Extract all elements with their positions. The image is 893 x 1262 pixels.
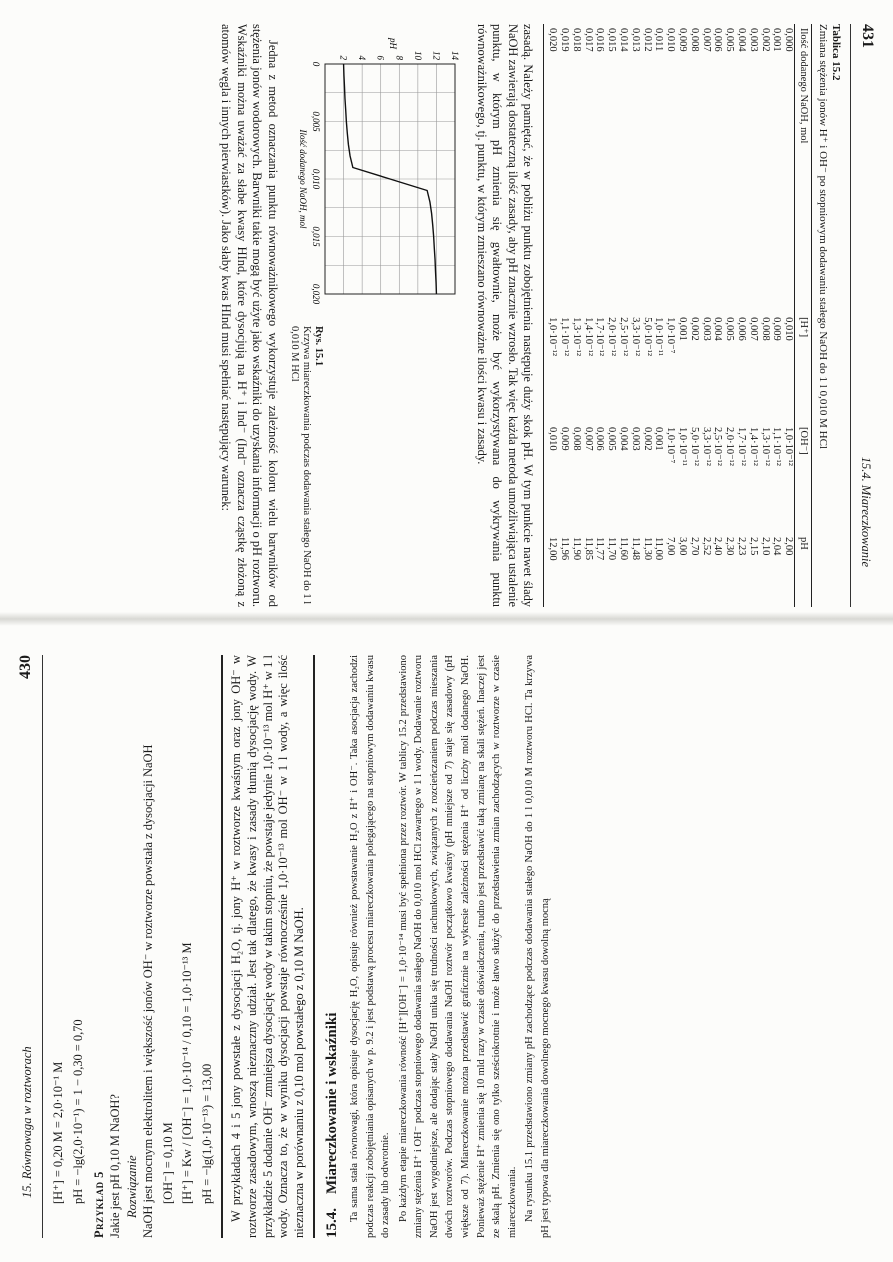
table-row (747, 24, 759, 607)
table-cell: 0,001 (771, 28, 783, 52)
example-label: Przykład 5 (92, 1171, 107, 1238)
table-cell: 0,006 (594, 427, 606, 451)
table-row (570, 24, 582, 607)
table-cell: 0,003 (700, 317, 712, 341)
y-tick-label: 8 (394, 55, 405, 60)
paragraph: zasadą. Należy pamiętać, że w pobliżu punktu zobojętnienia następuje duży skok pH. W tym punkcie nawet ślady NaOH zawierają dostateczną ilość zasady, aby pH znacznie wzrosło. Tak więc każda metoda umożliwiająca ustalenie punktu, w którym pH zmienia się gwałtownie, może być wykorzystywana do wykrywania punktu równoważnikowego, tj. punktu, w którym zmieszano równoważne ilości kwasu i zasady. (474, 24, 536, 607)
table-cell: 5,0·10⁻¹² (641, 317, 653, 357)
table-cell: 1,0·10⁻¹¹ (653, 317, 665, 357)
table-cell: 0,005 (724, 317, 736, 341)
table-cell: 2,04 (771, 536, 783, 556)
table-cell: 0,018 (570, 28, 582, 52)
table-cell: 2,40 (712, 536, 724, 556)
table-body (544, 24, 795, 607)
table-cell: 0,014 (618, 28, 630, 52)
table-cell: 1,0·10⁻¹² (544, 313, 558, 423)
table-cell: 1,3·10⁻¹² (759, 427, 771, 466)
table-cell: 1,0·10⁻¹² (783, 427, 795, 466)
table-cell: 0,009 (771, 317, 783, 341)
table-cell: 2,5·10⁻¹² (618, 317, 630, 357)
data-table (543, 24, 812, 607)
table-cell: 0,007 (700, 28, 712, 52)
table-cell: 2,52 (700, 536, 712, 556)
table-cell: 11,85 (582, 536, 594, 561)
table-row (629, 24, 641, 607)
table-cell: 1,4·10⁻¹² (582, 317, 594, 357)
table-cell: 0,005 (724, 28, 736, 52)
table-caption (816, 24, 842, 607)
table-cell: 1,1·10⁻¹² (559, 317, 571, 357)
table-cell: 0,004 (736, 28, 748, 52)
table-cell: 11,77 (594, 536, 606, 561)
table-cell: 0,001 (677, 317, 689, 341)
paragraph: W przykładach 4 i 5 jony powstałe z dysocjacji H₂O, tj. jony H⁺ w roztworze kwaśnym oraz jony OH⁻ w roztworze zasadowym, wnoszą nieznaczny udział. Jest tak dlatego, że kwasy i zasady tłumią dysocjację wody. W przykładzie 5 dodanie OH⁻ zmniejsza dysocjację wody w takim stopniu, że powstaje jedynie 1,0·10⁻¹³ mol H⁺ w 1 l wody. Oznacza to, że w wyniku dysocjacji powstaje równocześnie 1,0·10⁻¹³ mol OH⁻ w 1 l wody, a więc ilość nieznaczna w porównaniu z 0,10 mol powstałego z 0,10 M NaOH. (229, 655, 306, 1238)
x-axis-label: Ilość dodanego NaOH, mol (298, 129, 309, 229)
table-row (594, 24, 606, 607)
table-label: Tablica 15.2 (830, 24, 842, 81)
table-cell: 5,0·10⁻¹² (688, 427, 700, 466)
table-cell: 1,0·10⁻⁷ (665, 317, 677, 354)
table-row (676, 24, 688, 607)
table-cell: 2,5·10⁻¹² (712, 427, 724, 466)
table-cell: 2,10 (759, 536, 771, 556)
table-cell: 0,017 (582, 28, 594, 52)
table-cell: 2,0·10⁻¹² (606, 317, 618, 357)
example-question: Jakie jest pH 0,10 M NaOH? (107, 1094, 122, 1238)
table-cell: 3,3·10⁻¹² (700, 427, 712, 466)
table-cell: 0,009 (559, 427, 571, 451)
y-tick-label: 4 (357, 55, 368, 60)
table-cell: 11,30 (641, 536, 653, 561)
equation: [H⁺] = 0,20 M = 2,0·10⁻¹ M (51, 1061, 65, 1204)
table-cell: 0,011 (653, 28, 665, 52)
table-cell: 0,010 (783, 317, 795, 341)
table-cell: 11,60 (618, 536, 630, 561)
table-cell: 3,3·10⁻¹² (629, 317, 641, 357)
running-head: 15.4. Miareczkowanie (859, 456, 873, 567)
table-cell: 1,7·10⁻¹² (736, 427, 748, 466)
y-tick-label: 2 (338, 55, 349, 60)
table-cell: 2,70 (688, 536, 700, 556)
y-tick-label: 14 (450, 51, 461, 60)
table-cell: 11,70 (606, 536, 618, 561)
table-cell: 0,008 (570, 427, 582, 451)
equation: [H⁺] = Kw / [OH⁻] = 1,0·10⁻¹⁴ / 0,10 = 1,0·10⁻¹³ M (180, 942, 195, 1204)
table-cell: 1,7·10⁻¹² (594, 317, 606, 357)
table-cell: 0,007 (747, 317, 759, 341)
table-row (723, 24, 735, 607)
table-cell: 0,010 (544, 423, 558, 533)
table-cell: 1,0·10⁻¹¹ (677, 427, 689, 466)
section-heading (325, 655, 341, 1238)
equation: pH = −lg(2,0·10⁻¹) = 1 − 0,30 = 0,70 (70, 1019, 85, 1204)
table-cell: 0,020 (544, 24, 558, 313)
section-number: 15.4. (324, 1208, 341, 1238)
table-row (653, 24, 665, 607)
table-cell: 0,010 (665, 28, 677, 52)
y-tick-label: 12 (431, 51, 442, 60)
table-cell: 1,1·10⁻¹² (771, 427, 783, 466)
page-430 (0, 631, 893, 1262)
table-cell: 0,019 (559, 28, 571, 52)
table-cell: 0,002 (641, 427, 653, 451)
book-gutter (0, 612, 893, 626)
table-row (712, 24, 724, 607)
table-cell: 11,96 (559, 536, 571, 561)
equation: pH = −lg(1,0·10⁻¹³) = 13,00 (199, 1063, 214, 1204)
solution-label: Rozwiązanie (125, 1155, 140, 1218)
table-cell: 0,003 (747, 28, 759, 52)
figure-caption: Krzywa miareczkowania podczas dodawania stałego NaOH do 1 l 0,010 M HCl (289, 326, 313, 605)
paragraph: Na rysunku 15.1 przedstawiono zmiany pH zachodzące podczas dodawania stałego NaOH do 1 l 0,010 M roztworu HCl. Ta krzywa pH jest typowa dla miareczkowania dowolnego mocnego kwasu dowolną mocną (524, 655, 552, 1238)
table-cell: 2,23 (736, 536, 748, 556)
rule (221, 655, 223, 1238)
table-cell: 11,00 (653, 536, 665, 561)
paragraph: Jedna z metod oznaczania punktu równoważnikowego wykorzystuje zależność koloru wielu barwników od stężenia jonów wodorowych. Barwniki takie mogą być użyte jako wskaźniki do uzyskania informacji o pH roztworu. Wskaźniki można uważać za słabe kwasy HInd, które dysocjują na H⁺ i Ind⁻ (Ind⁻ oznacza cząstkę złożoną z atomów węgla i innych pierwiastków). Jako słaby kwas HInd musi spełniać następujący warunek: (219, 24, 281, 607)
page-number: 431 (859, 24, 876, 48)
table-cell: 7,00 (665, 536, 677, 556)
table-cell: 1,4·10⁻¹² (747, 427, 759, 466)
table-row (605, 24, 617, 607)
table-header: [OH⁻] (795, 423, 812, 533)
x-tick-label: 0,005 (311, 111, 322, 132)
table-cell: 2,15 (747, 536, 759, 556)
table-cell: 0,009 (677, 28, 689, 52)
section-title: Miareczkowanie i wskaźniki (324, 1012, 341, 1194)
x-tick-label: 0,010 (311, 168, 322, 190)
table-header: Ilość dodanego NaOH, mol (795, 24, 812, 313)
table-cell: 0,003 (629, 427, 641, 451)
table-cell: 11,48 (629, 536, 641, 561)
rule (313, 655, 315, 1238)
x-tick-label: 0,015 (311, 226, 322, 247)
table-cell: 1,0·10⁻⁷ (665, 427, 677, 464)
table-row (558, 24, 570, 607)
x-tick-label: 0 (311, 61, 322, 67)
equation: [OH⁻] = 0,10 M (160, 1122, 175, 1204)
table-cell: 0,008 (688, 28, 700, 52)
table-cell: 0,004 (712, 317, 724, 341)
table-cell: 12,00 (544, 533, 558, 607)
paragraph: Po każdym etapie miareczkowania równość [H⁺][OH⁻] = 1,0·10⁻¹⁴ musi być spełniona przez roztwór. W tablicy 15.2 przedstawiono zmiany stężenia H⁺ i OH⁻ podczas stopniowego dodawania stałego NaOH do 0,010 mol HCl zawartego w 1 l wody. Dodawanie roztworu NaOH jest wygodniejsze, ale dodając stały NaOH unika się trudności rachunkowych, związanych z rozcieńczaniem podczas mieszania dwóch roztworów. Podczas stopniowego dodawania NaOH roztwór początkowo kwaśny (pH mniejsze od 7) staje się zasadowy (pH większe od 7). Miareczkowanie można przedstawić graficznie na wykresie zależności stężenia H⁺ od liczby moli dodanego NaOH. Ponieważ stężenie H⁺ zmienia się 10 mld razy w czasie doświadczenia, trudno jest przedstawić taką zmianę na skali stężeń. Inaczej jest ze skalą pH. Zmienia się ono tylko sześciokrotnie i może łatwo służyć do przedstawienia zmian zachodzących w roztworze w czasie miareczkowania. (397, 655, 518, 1238)
paragraph: Ta sama stała równowagi, która opisuje dysocjację H₂O, opisuje również powstawanie H₂O z H⁺ i OH⁻. Taka asocjacja zachodzi podczas reakcji zobojętniania opisanych w p. 9.2 i jest podstawą procesu miareczkowania polegającego na stopniowym dodawaniu kwasu do zasady lub odwrotnie. (348, 655, 392, 1238)
table-row (664, 24, 676, 607)
table-cell: 0,015 (606, 28, 618, 52)
table-cell: 0,013 (629, 28, 641, 52)
table-cell: 3,00 (677, 536, 689, 556)
table-cell: 0,002 (759, 28, 771, 52)
table-row (735, 24, 747, 607)
table-cell: 0,001 (653, 427, 665, 451)
table-cell: 2,0·10⁻¹² (724, 427, 736, 466)
table-cell: 0,016 (594, 28, 606, 52)
table-row (688, 24, 700, 607)
table-cell: 1,3·10⁻¹² (570, 317, 582, 357)
table-cell: 0,012 (641, 28, 653, 52)
table-cell: 2,00 (783, 536, 795, 556)
x-tick-label: 0,020 (311, 283, 322, 305)
table-row (700, 24, 712, 607)
solution-text: NaOH jest mocnym elektrolitem i większość jonów OH⁻ w roztworze powstała z dysocjacji NaOH (140, 744, 155, 1238)
table-cell: 0,005 (606, 427, 618, 451)
figure-label: Rys. 15.1 (313, 326, 325, 367)
table-row (771, 24, 783, 607)
table-row (582, 24, 594, 607)
table-cell: 0,006 (736, 317, 748, 341)
table-header: [H⁺] (795, 313, 812, 423)
page-header (18, 655, 43, 1238)
table-caption-text: Zmiana stężenia jonów H⁺ i OH⁻ po stopniowym dodawaniu stałego NaOH do 1 l 0,010 M HCl (817, 24, 829, 449)
table-row (641, 24, 653, 607)
y-tick-label: 10 (412, 51, 423, 60)
table-cell: 0,007 (582, 427, 594, 451)
table-cell: 11,90 (570, 536, 582, 561)
table-cell: 0,002 (688, 317, 700, 341)
table-cell: 2,30 (724, 536, 736, 556)
table-row (759, 24, 771, 607)
table-row (617, 24, 629, 607)
table-row (544, 24, 558, 607)
table-cell: 0,006 (712, 28, 724, 52)
y-axis-label: pH (388, 38, 399, 49)
table-cell: 0,004 (618, 427, 630, 451)
page-header (850, 24, 875, 607)
running-head: 15. Równowaga w roztworach (20, 1046, 34, 1198)
titration-chart (288, 24, 463, 314)
page-number: 430 (17, 655, 34, 679)
table-cell: 0,000 (783, 28, 795, 52)
y-tick-label: 6 (375, 55, 386, 60)
figure (288, 24, 463, 607)
table-cell: 0,008 (759, 317, 771, 341)
table-header: pH (795, 533, 812, 607)
table-row (782, 24, 794, 607)
